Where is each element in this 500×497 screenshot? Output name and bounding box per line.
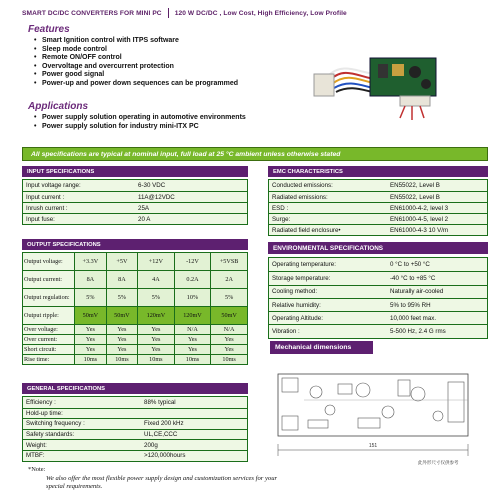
spec-value: 8A <box>106 271 137 289</box>
spec-value: 0.2A <box>174 271 211 289</box>
spec-label: Storage temperature: <box>272 274 331 282</box>
applications-list <box>32 114 332 131</box>
spec-label: Weight: <box>26 441 47 449</box>
spec-value: 5% to 95% RH <box>390 301 431 309</box>
general-spec-row <box>23 418 247 429</box>
spec-label: Rise time: <box>23 355 75 365</box>
spec-value: 10ms <box>174 355 211 365</box>
spec-value: Yes <box>106 345 137 355</box>
spec-label: Output ripple: <box>23 307 75 325</box>
spec-value: 120mV <box>138 307 175 325</box>
environmental-row <box>269 324 487 337</box>
spec-label: MTBF: <box>26 452 45 460</box>
spec-value: 50mV <box>106 307 137 325</box>
spec-value: EN55022, Level B <box>390 193 440 201</box>
general-spec-row <box>23 397 247 408</box>
general-specs-panel <box>22 383 248 462</box>
spec-label: Operating temperature: <box>272 261 336 269</box>
spec-label: Switching frequency : <box>26 420 85 428</box>
output-spec-row <box>23 345 248 355</box>
spec-value: EN61000-4-3 10 V/m <box>390 226 449 234</box>
spec-value: +5VSB <box>211 253 248 271</box>
spec-label: Over voltage: <box>23 325 75 335</box>
spec-value: EN61000-4-5, level 2 <box>390 215 449 223</box>
emc-title: EMC CHARACTERISTICS <box>268 166 488 177</box>
spec-label: Conducted emissions: <box>272 182 333 189</box>
spec-value: EN55022, Level B <box>390 182 440 189</box>
spec-value: -40 °C to +85 °C <box>390 274 436 282</box>
spec-value: Yes <box>211 345 248 355</box>
emc-table <box>268 179 488 236</box>
spec-value: 5% <box>106 289 137 307</box>
spec-value: 4A <box>138 271 175 289</box>
spec-value: Yes <box>106 335 137 345</box>
spec-value: Yes <box>138 345 175 355</box>
input-spec-row <box>23 202 247 213</box>
general-specs-title: GENERAL SPECIFICATIONS <box>22 383 248 394</box>
environmental-title: ENVIRONMENTAL SPECIFICATIONS <box>268 242 488 254</box>
emc-row <box>269 224 487 235</box>
mechanical-caption: 此外形尺寸仅供参考 <box>418 461 459 466</box>
spec-value: Yes <box>211 335 248 345</box>
spec-value: 6-30 VDC <box>138 182 166 189</box>
output-specs-panel <box>22 239 248 365</box>
general-specs-table <box>22 396 248 462</box>
spec-value: +3.3V <box>75 253 107 271</box>
applications-title: Applications <box>28 101 89 112</box>
spec-value: N/A <box>174 325 211 335</box>
spec-label: Radiated field enclosure• <box>272 226 341 234</box>
footnote-text: We also offer the most flexible power supply design and customization services for your special requirements. <box>46 475 278 491</box>
input-specs-panel <box>22 166 248 225</box>
specs-note-bar: All specifications are typical at nominal input, full load at 25 °C ambient unless otherwise stated <box>22 147 488 161</box>
spec-value: 10,000 feet max. <box>390 314 437 322</box>
header-tagline: 120 W DC/DC , Low Cost, High Efficiency, Low Profile <box>174 9 347 17</box>
input-specs-table <box>22 179 248 225</box>
spec-value: Yes <box>174 345 211 355</box>
emc-row <box>269 213 487 224</box>
features-list <box>32 37 302 89</box>
output-spec-row <box>23 335 248 345</box>
spec-value: 8A <box>75 271 107 289</box>
spec-value: +5V <box>106 253 137 271</box>
output-specs-table <box>22 252 248 365</box>
spec-value: Yes <box>138 335 175 345</box>
environmental-panel <box>268 242 488 339</box>
spec-value: Fixed 200 kHz <box>144 420 184 428</box>
feature-item: • Power good signal <box>32 71 302 80</box>
spec-value: 11A@12VDC <box>138 193 175 201</box>
spec-value: 5% <box>75 289 107 307</box>
general-spec-row <box>23 408 247 419</box>
spec-value: 2A <box>211 271 248 289</box>
output-spec-row <box>23 289 248 307</box>
spec-label: Short circuit: <box>23 345 75 355</box>
footnote-label: *Note: <box>28 466 46 473</box>
environmental-row <box>269 298 487 311</box>
application-item: • Power supply solution operating in automotive environments <box>32 114 332 123</box>
spec-label: Input current : <box>26 193 65 201</box>
output-spec-row <box>23 271 248 289</box>
environmental-row <box>269 311 487 324</box>
features-title: Features <box>28 24 70 35</box>
spec-value: 88% typical <box>144 398 176 406</box>
spec-value: +12V <box>138 253 175 271</box>
spec-label: Input voltage range: <box>26 182 81 189</box>
header-product-line: SMART DC/DC CONVERTERS FOR MINI PC <box>22 9 162 17</box>
spec-value: UL,CE,CCC <box>144 431 178 439</box>
spec-value: >120,000hours <box>144 452 186 460</box>
spec-value: -12V <box>174 253 211 271</box>
spec-value: 25A <box>138 204 150 212</box>
spec-label: Output current: <box>23 271 75 289</box>
input-spec-row <box>23 191 247 202</box>
spec-label: Radiated emissions: <box>272 193 328 201</box>
spec-value: Yes <box>75 345 107 355</box>
mechanical-title: Mechanical dimensions <box>270 341 373 354</box>
spec-label: Output voltage: <box>23 253 75 271</box>
feature-item: • Sleep mode control <box>32 46 302 55</box>
emc-row <box>269 202 487 213</box>
input-specs-title: INPUT SPECIFICATIONS <box>22 166 248 177</box>
output-spec-row <box>23 355 248 365</box>
spec-value: Yes <box>138 325 175 335</box>
environmental-row <box>269 285 487 298</box>
general-spec-row <box>23 439 247 450</box>
spec-value: 5% <box>138 289 175 307</box>
spec-value: 10ms <box>211 355 248 365</box>
mechanical-drawing <box>268 370 490 470</box>
spec-value: 10ms <box>138 355 175 365</box>
feature-item: • Remote ON/OFF control <box>32 54 302 63</box>
spec-label: Vibration : <box>272 328 300 336</box>
spec-label: Input fuse: <box>26 215 55 223</box>
environmental-table <box>268 257 488 339</box>
spec-label: Output regulation: <box>23 289 75 307</box>
output-spec-row <box>23 325 248 335</box>
spec-label: Inrush current : <box>26 204 68 212</box>
general-spec-row <box>23 450 247 461</box>
spec-label: Surge: <box>272 215 291 223</box>
output-specs-title: OUTPUT SPECIFICATIONS <box>22 239 248 250</box>
application-item: • Power supply solution for industry mini-ITX PC <box>32 123 332 132</box>
spec-label: Cooling method: <box>272 288 318 296</box>
spec-value: Naturally air-cooled <box>390 288 444 296</box>
spec-value: 200g <box>144 441 158 449</box>
environmental-row <box>269 258 487 271</box>
spec-value: 120mV <box>174 307 211 325</box>
spec-value: Yes <box>75 325 107 335</box>
spec-value: N/A <box>211 325 248 335</box>
spec-value: 10% <box>174 289 211 307</box>
spec-value: 50mV <box>211 307 248 325</box>
input-spec-row <box>23 180 247 191</box>
product-photo <box>300 30 446 122</box>
spec-value: 5-500 Hz, 2.4 G rms <box>390 328 446 336</box>
spec-label: Efficiency : <box>26 398 56 406</box>
header-divider <box>168 8 169 18</box>
spec-value: 20 A <box>138 215 151 223</box>
spec-value: EN61000-4-2, level 3 <box>390 204 449 212</box>
spec-label: Safety standards: <box>26 431 75 439</box>
input-spec-row <box>23 213 247 224</box>
spec-label: Over current: <box>23 335 75 345</box>
spec-value: Yes <box>106 325 137 335</box>
spec-label: Hold-up time: <box>26 409 63 417</box>
mechanical-dimension-label: 151 <box>368 443 378 449</box>
output-spec-row <box>23 307 248 325</box>
spec-value: 10ms <box>106 355 137 365</box>
spec-label: Operating Altitude: <box>272 314 323 322</box>
spec-value: 50mV <box>75 307 107 325</box>
spec-value: 5% <box>211 289 248 307</box>
emc-row <box>269 180 487 191</box>
spec-value: Yes <box>75 335 107 345</box>
emc-row <box>269 191 487 202</box>
general-spec-row <box>23 429 247 440</box>
emc-panel <box>268 166 488 236</box>
page-header <box>22 6 487 20</box>
environmental-row <box>269 271 487 284</box>
feature-item: • Power-up and power down sequences can be programmed <box>32 80 302 89</box>
spec-label: Relative humidity: <box>272 301 321 309</box>
spec-label: ESD : <box>272 204 289 212</box>
feature-item: • Smart Ignition control with ITPS software <box>32 37 302 46</box>
spec-value: 10ms <box>75 355 107 365</box>
spec-value: 0 °C to +50 °C <box>390 261 430 269</box>
feature-item: • Overvoltage and overcurrent protection <box>32 63 302 72</box>
output-spec-row <box>23 253 248 271</box>
spec-value: Yes <box>174 335 211 345</box>
